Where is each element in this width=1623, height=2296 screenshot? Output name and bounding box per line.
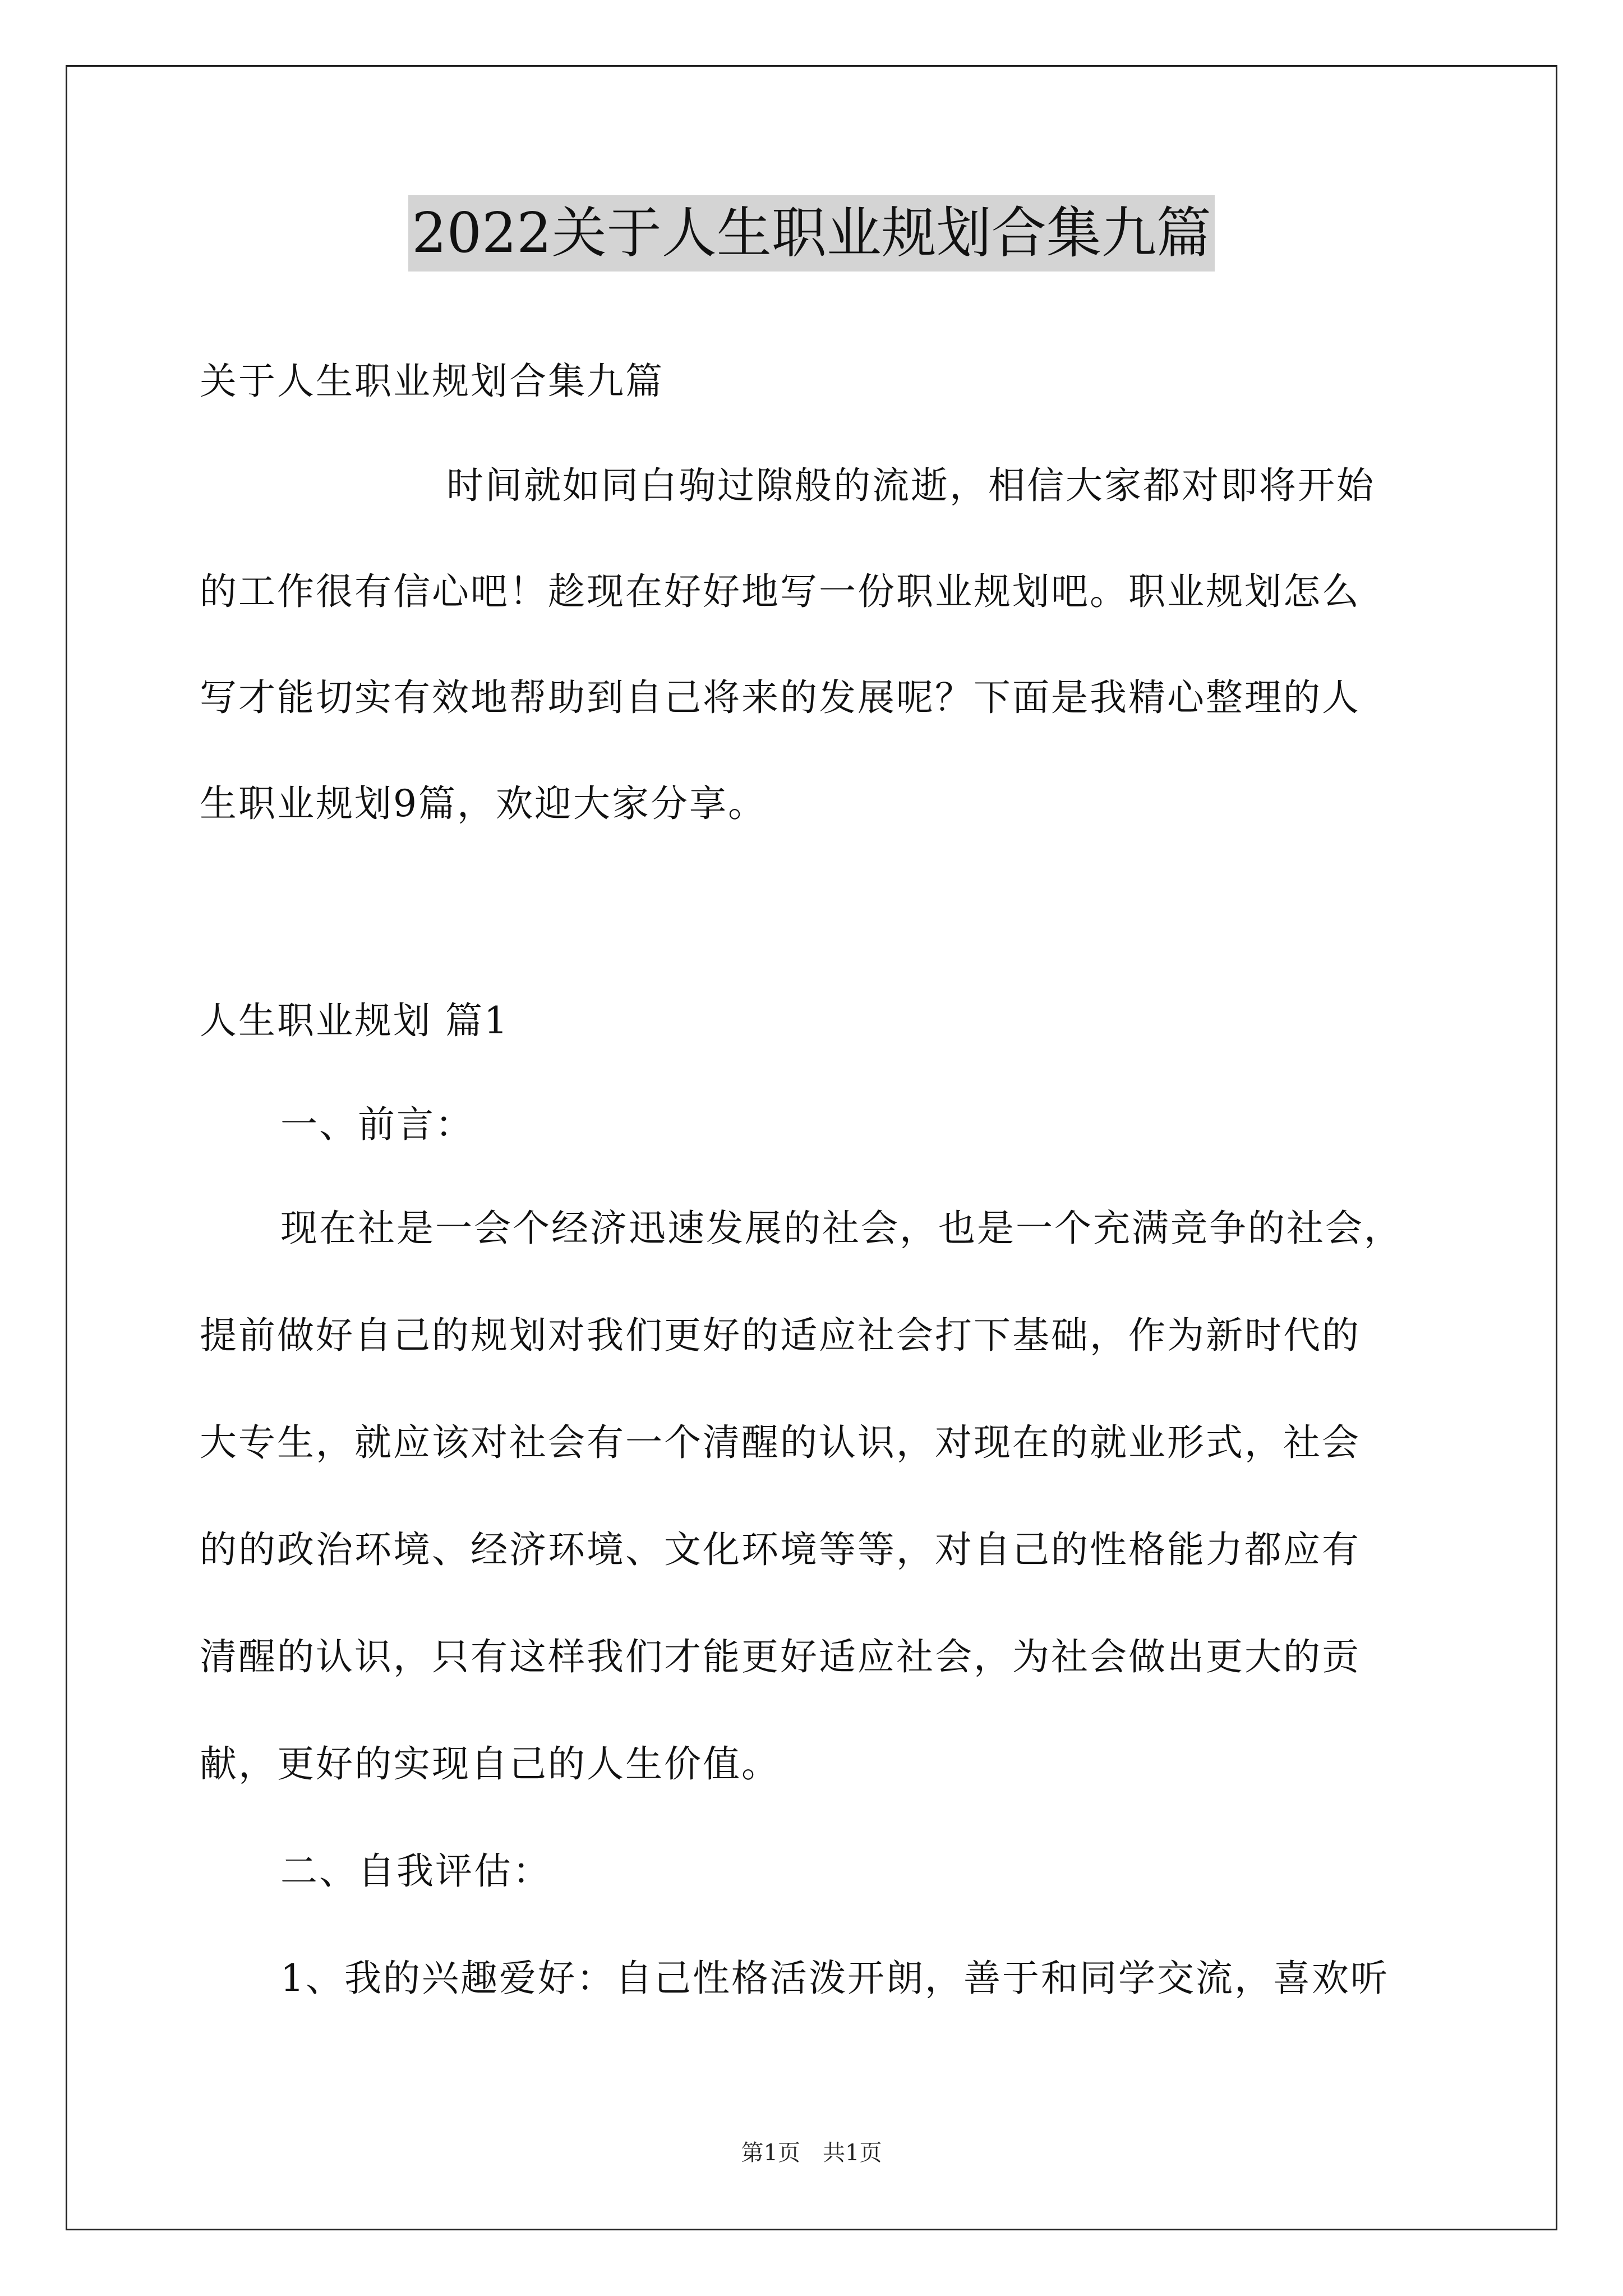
paragraph-line: 生职业规划9篇，欢迎大家分享。	[200, 782, 767, 825]
paragraph-line: 1、我的兴趣爱好：自己性格活泼开朗，善于和同学交流，喜欢听	[280, 1957, 1389, 2000]
title-container	[0, 195, 1623, 272]
paragraph-line: 现在社是一会个经济迅速发展的社会，也是一个充满竞争的社会，	[280, 1207, 1403, 1250]
paragraph-line: 写才能切实有效地帮助到自己将来的发展呢？下面是我精心整理的人	[200, 676, 1361, 719]
paragraph-line: 献，更好的实现自己的人生价值。	[200, 1742, 780, 1786]
paragraph-line: 的的政治环境、经济环境、文化环境等等，对自己的性格能力都应有	[200, 1528, 1361, 1571]
document-title: 2022关于人生职业规划合集九篇	[408, 195, 1214, 272]
page-footer: 第1页 共1页	[741, 2140, 882, 2166]
paragraph-line: 提前做好自己的规划对我们更好的适应社会打下基础，作为新时代的	[200, 1314, 1361, 1357]
subtitle-line: 关于人生职业规划合集九篇	[200, 360, 664, 403]
paragraph-line: 的工作很有信心吧！趁现在好好地写一份职业规划吧。职业规划怎么	[200, 570, 1361, 613]
paragraph-line: 大专生，就应该对社会有一个清醒的认识，对现在的就业形式，社会	[200, 1421, 1361, 1464]
paragraph-line: 时间就如同白驹过隙般的流逝，相信大家都对即将开始	[446, 464, 1375, 507]
section-heading: 人生职业规划 篇1	[200, 999, 509, 1042]
subsection-heading: 二、自我评估：	[280, 1849, 551, 1893]
subsection-heading: 一、前言：	[280, 1103, 474, 1146]
paragraph-line: 清醒的认识，只有这样我们才能更好适应社会，为社会做出更大的贡	[200, 1635, 1361, 1678]
